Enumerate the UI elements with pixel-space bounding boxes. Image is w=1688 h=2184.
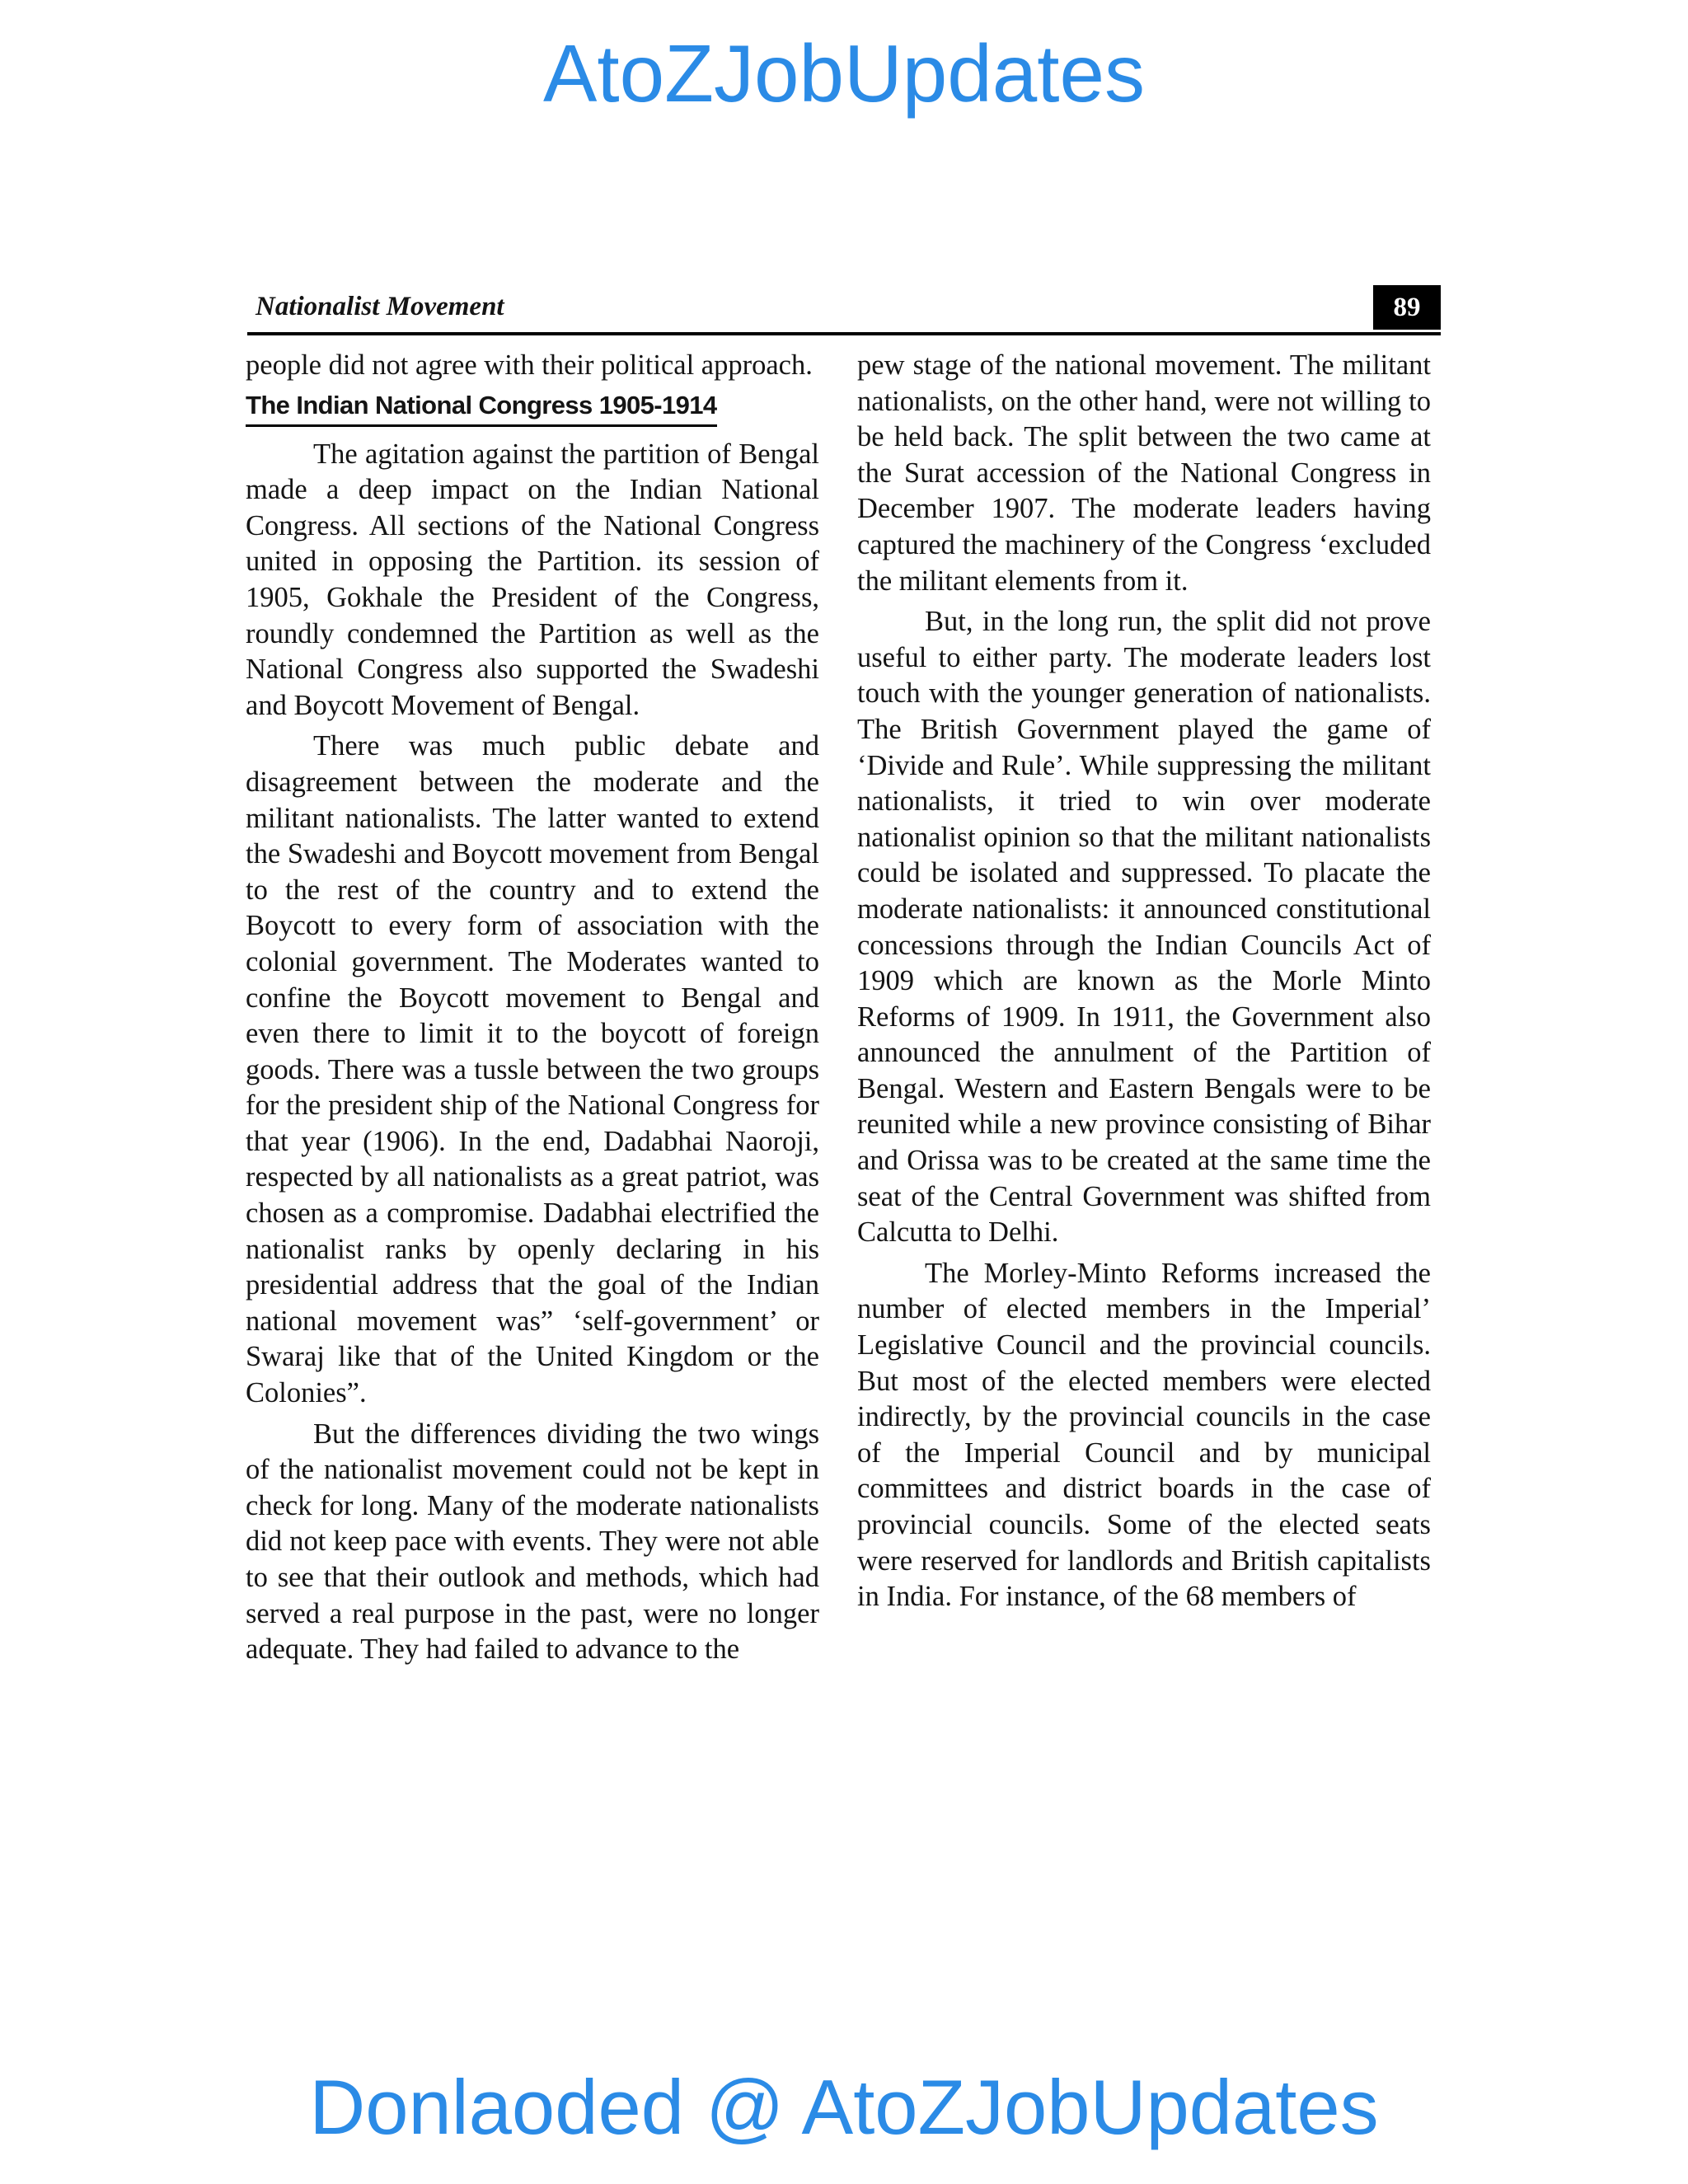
paragraph: The agitation against the partition of Bengal made a deep impact on the Indian National Congress. All sections of the National Congress united in opposing the Partition. its session of 1905, Gokhale the President of the Congress, roundly condemned the Partition as well as the National Congress also supported the Swadeshi and Boycott Movement of Bengal.	[246, 438, 819, 721]
running-header	[247, 285, 1441, 333]
watermark-bottom: Donlaoded @ AtoZJobUpdates	[309, 2064, 1379, 2150]
section-heading	[246, 389, 819, 427]
paragraph: The Morley-Minto Reforms increased the number of elected members in the Imperial’ Legislative Council and the provincial councils. But most of the elected members were elected indirectly, by the provincial councils in the case of the Imperial Council and by municipal committees and district boards in the case of provincial councils. Some of the elected seats were reserved for landlords and British capitalists in India. For instance, of the 68 members of	[857, 1257, 1431, 1613]
paragraph-continuation: people did not agree with their political approach.	[246, 349, 813, 381]
page-number: 89	[1373, 285, 1441, 330]
section-heading-text: The Indian National Congress 1905-1914	[246, 389, 717, 427]
right-column	[857, 348, 1431, 1620]
running-title: Nationalist Movement	[256, 292, 504, 321]
paragraph: But, in the long run, the split did not prove useful to either party. The moderate leaders lost touch with the younger generation of nationalists. The British Government played the game of ‘Divide and Rule’. While suppressing the militant nationalists, it tried to win over moderate nationalist opinion so that the militant nationalists could be isolated and suppressed. To placate the moderate nationalists: it announced constitutional concessions through the Indian Councils Act of 1909 which are known as the Morle Minto Reforms of 1909. In 1911, the Government also announced the annulment of the Partition of Bengal. Western and Eastern Bengals were to be reunited while a new province consisting of Bihar and Orissa was to be created at the same time the seat of the Central Government was shifted from Calcutta to Delhi.	[857, 606, 1431, 1249]
header-rule	[247, 332, 1441, 335]
paragraph: There was much public debate and disagreement between the moderate and the militant nationalists. The latter wanted to extend the Swadeshi and Boycott movement from Bengal to the rest of the country and to extend the Boycott to every form of association with the colonial government. The Moderates wanted to confine the Boycott movement to Bengal and even there to limit it to the boycott of foreign goods. There was a tussle between the two groups for the president ship of the National Congress for that year (1906). In the end, Dadabhai Naoroji, respected by all nationalists as a great patriot, was chosen as a compromise. Dadabhai electrified the nationalist ranks by openly declaring in his presidential address that the goal of the Indian national movement was” ‘self-government’ or Swaraj like that of the United Kingdom or the Colonies”.	[246, 730, 819, 1409]
watermark-top: AtoZJobUpdates	[543, 28, 1145, 119]
paragraph-continuation: pew stage of the national movement. The militant nationalists, on the other hand, were not willing to be held back. The split between the two came at the Surat accession of the National Congress in December 1907. The moderate leaders having captured the machinery of the Congress ‘excluded the militant elements from it.	[857, 349, 1431, 597]
paragraph: But the differences dividing the two wings of the nationalist movement could not be kept in check for long. Many of the moderate nationalists did not keep pace with events. They were not able to see that their outlook and methods, which had served a real purpose in the past, were no longer adequate. They had failed to advance to the	[246, 1418, 819, 1666]
left-column	[246, 348, 819, 1673]
